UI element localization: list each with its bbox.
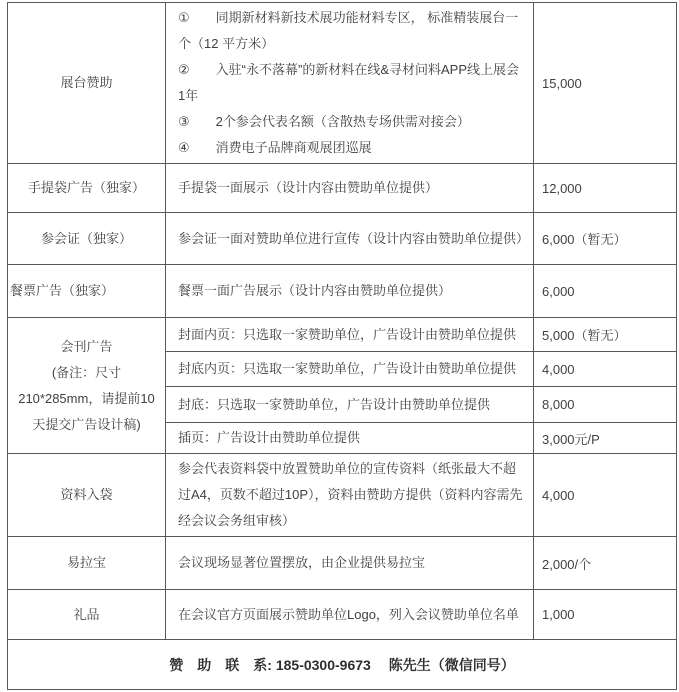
row-label-material: 资料入袋	[8, 454, 166, 537]
table-row-meal	[8, 265, 677, 318]
row-description-badge: 参会证一面对赞助单位进行宣传（设计内容由赞助单位提供）	[166, 213, 534, 265]
row-price-meal: 6,000	[534, 265, 677, 318]
row-price-material: 4,000	[534, 454, 677, 537]
row-label-journal	[8, 318, 166, 454]
table-row-footer	[8, 640, 677, 690]
row-price-journal-back-inner: 4,000	[534, 352, 677, 387]
row-label-gift: 礼品	[8, 590, 166, 640]
row-label-meal: 餐票广告（独家）	[8, 265, 166, 318]
row-price-gift: 1,000	[534, 590, 677, 640]
booth-item-2: ② 入驻“永不落幕”的新材料在线&寻材问料APP线上展会1年	[178, 62, 519, 103]
journal-note: (备注：尺寸210*285mm，请提前10天提交广告设计稿)	[18, 364, 155, 432]
sponsorship-table	[7, 2, 677, 690]
row-price-booth: 15,000	[534, 3, 677, 164]
row-description-material: 参会代表资料袋中放置赞助单位的宣传资料（纸张最大不超过A4，页数不超过10P），资料由赞助方提供（资料内容需先经会议会务组审核）	[166, 454, 534, 537]
journal-label: 会刊广告	[60, 338, 113, 354]
row-description-journal-cover-inner: 封面内页：只选取一家赞助单位，广告设计由赞助单位提供	[166, 318, 534, 352]
row-description-journal-back-inner: 封底内页：只选取一家赞助单位，广告设计由赞助单位提供	[166, 352, 534, 387]
row-price-journal-insert: 3,000元/P	[534, 423, 677, 454]
row-description-gift: 在会议官方页面展示赞助单位Logo，列入会议赞助单位名单	[166, 590, 534, 640]
sponsor-contact: 赞 助 联 系: 185-0300-9673 陈先生（微信同号）	[8, 640, 677, 690]
row-description-bag: 手提袋一面展示（设计内容由赞助单位提供）	[166, 164, 534, 213]
row-label-banner: 易拉宝	[8, 537, 166, 590]
row-price-banner: 2,000/个	[534, 537, 677, 590]
row-description-meal: 餐票一面广告展示（设计内容由赞助单位提供）	[166, 265, 534, 318]
table-row-gift	[8, 590, 677, 640]
row-label-bag: 手提袋广告（独家）	[8, 164, 166, 213]
table-row-material	[8, 454, 677, 537]
booth-item-1: ① 同期新材料新技术展功能材料专区， 标准精装展台一个（12 平方米）	[178, 10, 519, 51]
table-row-badge	[8, 213, 677, 265]
row-price-badge: 6,000（暂无）	[534, 213, 677, 265]
row-description-banner: 会议现场显著位置摆放，由企业提供易拉宝	[166, 537, 534, 590]
table-row-banner	[8, 537, 677, 590]
row-description-journal-insert: 插页：广告设计由赞助单位提供	[166, 423, 534, 454]
booth-item-3: ③ 2个参会代表名额（含散热专场供需对接会）	[178, 114, 470, 129]
row-price-journal-back-cover: 8,000	[534, 387, 677, 423]
table-row-bag	[8, 164, 677, 213]
row-label-badge: 参会证（独家）	[8, 213, 166, 265]
row-description-booth	[166, 3, 534, 164]
booth-item-4: ④ 消费电子品牌商观展团巡展	[178, 140, 372, 155]
row-price-bag: 12,000	[534, 164, 677, 213]
table-row-journal-cover-inner	[8, 318, 677, 352]
row-label-booth: 展台赞助	[8, 3, 166, 164]
table-row-booth	[8, 3, 677, 164]
row-price-journal-cover-inner: 5,000（暂无）	[534, 318, 677, 352]
row-description-journal-back-cover: 封底：只选取一家赞助单位，广告设计由赞助单位提供	[166, 387, 534, 423]
